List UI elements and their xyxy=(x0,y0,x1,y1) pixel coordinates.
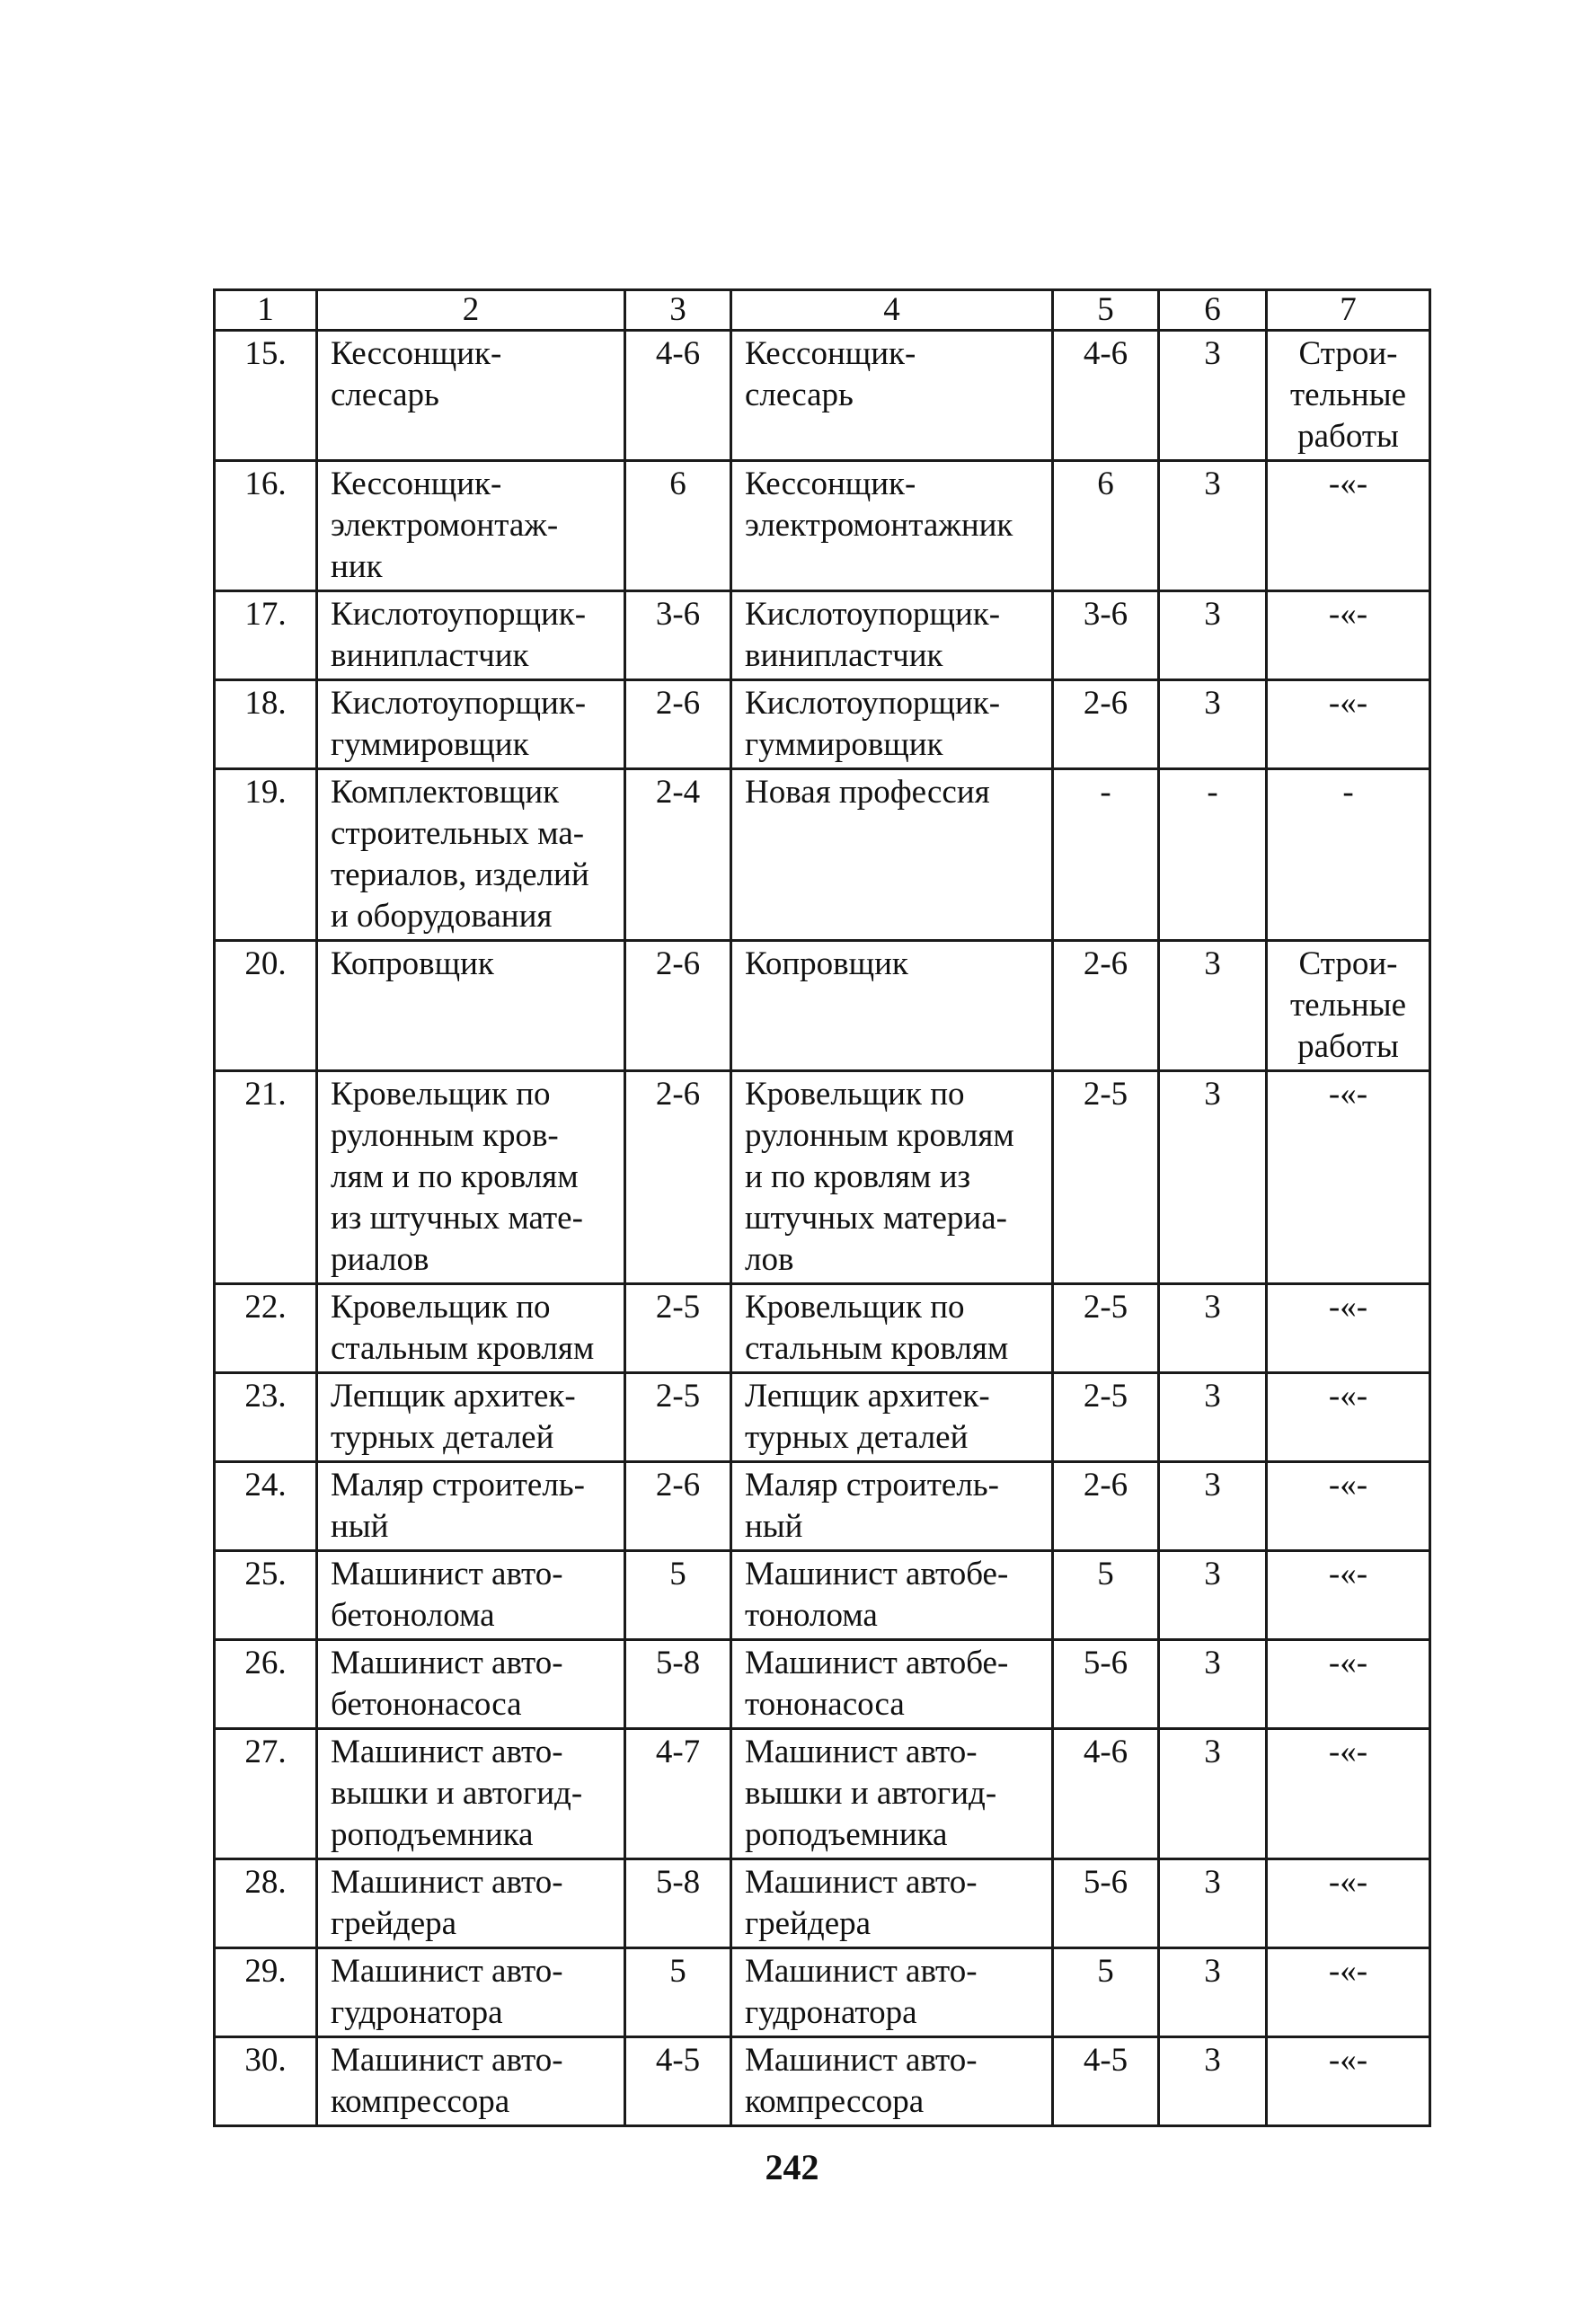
previous-grade-range: 2-6 xyxy=(1053,1462,1159,1551)
table-row xyxy=(215,680,1430,769)
column-6-value: 3 xyxy=(1159,1729,1267,1859)
table-row xyxy=(215,1462,1430,1551)
section-note: - xyxy=(1267,769,1430,941)
profession-name: Кессонщик- электромонтаж- ник xyxy=(317,461,625,591)
table-body xyxy=(215,290,1430,2126)
previous-grade-range: 2-6 xyxy=(1053,941,1159,1071)
section-note: -«- xyxy=(1267,2037,1430,2126)
grade-range: 2-6 xyxy=(625,1071,731,1284)
table-row xyxy=(215,769,1430,941)
grade-range: 4-7 xyxy=(625,1729,731,1859)
header-row xyxy=(215,290,1430,331)
table-row xyxy=(215,1948,1430,2037)
profession-name: Кровельщик по рулонным кров- лям и по кровлям из штучных мате- риалов xyxy=(317,1071,625,1284)
previous-grade-range: 5-6 xyxy=(1053,1859,1159,1948)
column-6-value: 3 xyxy=(1159,1640,1267,1729)
header-cell-5: 5 xyxy=(1053,290,1159,331)
profession-name: Маляр строитель- ный xyxy=(317,1462,625,1551)
grade-range: 2-6 xyxy=(625,941,731,1071)
profession-name: Копровщик xyxy=(317,941,625,1071)
profession-name: Комплектовщик строительных ма- териалов, изделий и оборудования xyxy=(317,769,625,941)
previous-grade-range: 6 xyxy=(1053,461,1159,591)
row-number: 24. xyxy=(215,1462,317,1551)
table-row xyxy=(215,461,1430,591)
table-row xyxy=(215,1284,1430,1373)
table-row xyxy=(215,1071,1430,1284)
previous-profession-name: Кессонщик- слесарь xyxy=(731,331,1053,461)
previous-profession-name: Кислотоупорщик- гуммировщик xyxy=(731,680,1053,769)
column-6-value: 3 xyxy=(1159,680,1267,769)
header-cell-6: 6 xyxy=(1159,290,1267,331)
previous-profession-name: Маляр строитель- ный xyxy=(731,1462,1053,1551)
section-note: -«- xyxy=(1267,591,1430,680)
section-note: -«- xyxy=(1267,1284,1430,1373)
grade-range: 5 xyxy=(625,1551,731,1640)
section-note: -«- xyxy=(1267,1071,1430,1284)
grade-range: 6 xyxy=(625,461,731,591)
previous-profession-name: Лепщик архитек- турных деталей xyxy=(731,1373,1053,1462)
header-cell-4: 4 xyxy=(731,290,1053,331)
section-note: -«- xyxy=(1267,1373,1430,1462)
row-number: 29. xyxy=(215,1948,317,2037)
column-6-value: 3 xyxy=(1159,1462,1267,1551)
column-6-value: 3 xyxy=(1159,331,1267,461)
header-cell-1: 1 xyxy=(215,290,317,331)
previous-profession-name: Кислотоупорщик- винипластчик xyxy=(731,591,1053,680)
previous-profession-name: Машинист авто- гудронатора xyxy=(731,1948,1053,2037)
previous-profession-name: Кровельщик по стальным кровлям xyxy=(731,1284,1053,1373)
profession-name: Машинист авто- компрессора xyxy=(317,2037,625,2126)
header-cell-7: 7 xyxy=(1267,290,1430,331)
section-note: -«- xyxy=(1267,680,1430,769)
profession-name: Кислотоупорщик- винипластчик xyxy=(317,591,625,680)
row-number: 21. xyxy=(215,1071,317,1284)
column-6-value: 3 xyxy=(1159,591,1267,680)
column-6-value: 3 xyxy=(1159,1859,1267,1948)
table-row xyxy=(215,1729,1430,1859)
grade-range: 2-6 xyxy=(625,1462,731,1551)
section-note: Строи- тельные работы xyxy=(1267,941,1430,1071)
previous-grade-range: 2-5 xyxy=(1053,1284,1159,1373)
section-note: -«- xyxy=(1267,1729,1430,1859)
row-number: 22. xyxy=(215,1284,317,1373)
table-row xyxy=(215,591,1430,680)
profession-name: Кислотоупорщик- гуммировщик xyxy=(317,680,625,769)
column-6-value: 3 xyxy=(1159,1551,1267,1640)
table-row xyxy=(215,1640,1430,1729)
section-note: -«- xyxy=(1267,1640,1430,1729)
previous-grade-range: 5 xyxy=(1053,1948,1159,2037)
row-number: 19. xyxy=(215,769,317,941)
grade-range: 5 xyxy=(625,1948,731,2037)
previous-grade-range: 5 xyxy=(1053,1551,1159,1640)
row-number: 20. xyxy=(215,941,317,1071)
section-note: -«- xyxy=(1267,1948,1430,2037)
previous-profession-name: Кровельщик по рулонным кровлям и по кровлям из штучных материа- лов xyxy=(731,1071,1053,1284)
previous-grade-range: 2-5 xyxy=(1053,1071,1159,1284)
column-6-value: 3 xyxy=(1159,2037,1267,2126)
previous-grade-range: 3-6 xyxy=(1053,591,1159,680)
grade-range: 5-8 xyxy=(625,1859,731,1948)
profession-name: Машинист авто- грейдера xyxy=(317,1859,625,1948)
previous-profession-name: Машинист авто- компрессора xyxy=(731,2037,1053,2126)
previous-grade-range: 4-6 xyxy=(1053,331,1159,461)
grade-range: 2-5 xyxy=(625,1284,731,1373)
header-cell-3: 3 xyxy=(625,290,731,331)
section-note: -«- xyxy=(1267,1462,1430,1551)
profession-name: Машинист авто- бетононасоса xyxy=(317,1640,625,1729)
grade-range: 2-5 xyxy=(625,1373,731,1462)
section-note: Строи- тельные работы xyxy=(1267,331,1430,461)
page-number: 242 xyxy=(765,2147,819,2187)
previous-grade-range: 2-5 xyxy=(1053,1373,1159,1462)
column-6-value: 3 xyxy=(1159,1284,1267,1373)
row-number: 23. xyxy=(215,1373,317,1462)
profession-name: Машинист авто- гудронатора xyxy=(317,1948,625,2037)
previous-grade-range: - xyxy=(1053,769,1159,941)
grade-range: 5-8 xyxy=(625,1640,731,1729)
column-6-value: 3 xyxy=(1159,1948,1267,2037)
profession-name: Кровельщик по стальным кровлям xyxy=(317,1284,625,1373)
column-6-value: - xyxy=(1159,769,1267,941)
previous-grade-range: 5-6 xyxy=(1053,1640,1159,1729)
section-note: -«- xyxy=(1267,1859,1430,1948)
grade-range: 2-6 xyxy=(625,680,731,769)
profession-name: Машинист авто- вышки и автогид- роподъемника xyxy=(317,1729,625,1859)
previous-profession-name: Машинист автобе- тонолома xyxy=(731,1551,1053,1640)
row-number: 27. xyxy=(215,1729,317,1859)
grade-range: 4-5 xyxy=(625,2037,731,2126)
header-cell-2: 2 xyxy=(317,290,625,331)
row-number: 18. xyxy=(215,680,317,769)
profession-name: Лепщик архитек- турных деталей xyxy=(317,1373,625,1462)
previous-profession-name: Машинист авто- вышки и автогид- роподъемника xyxy=(731,1729,1053,1859)
table-row xyxy=(215,2037,1430,2126)
professions-table xyxy=(213,288,1431,2127)
previous-grade-range: 2-6 xyxy=(1053,680,1159,769)
table-row xyxy=(215,331,1430,461)
previous-profession-name: Машинист авто- грейдера xyxy=(731,1859,1053,1948)
table-row xyxy=(215,941,1430,1071)
table-row xyxy=(215,1373,1430,1462)
column-6-value: 3 xyxy=(1159,1071,1267,1284)
previous-grade-range: 4-5 xyxy=(1053,2037,1159,2126)
row-number: 25. xyxy=(215,1551,317,1640)
grade-range: 3-6 xyxy=(625,591,731,680)
row-number: 15. xyxy=(215,331,317,461)
column-6-value: 3 xyxy=(1159,1373,1267,1462)
row-number: 28. xyxy=(215,1859,317,1948)
previous-profession-name: Новая профессия xyxy=(731,769,1053,941)
profession-name: Машинист авто- бетонолома xyxy=(317,1551,625,1640)
section-note: -«- xyxy=(1267,1551,1430,1640)
row-number: 30. xyxy=(215,2037,317,2126)
previous-profession-name: Кессонщик- электромонтажник xyxy=(731,461,1053,591)
column-6-value: 3 xyxy=(1159,461,1267,591)
previous-profession-name: Машинист автобе- тононасоса xyxy=(731,1640,1053,1729)
grade-range: 2-4 xyxy=(625,769,731,941)
profession-name: Кессонщик- слесарь xyxy=(317,331,625,461)
previous-grade-range: 4-6 xyxy=(1053,1729,1159,1859)
row-number: 26. xyxy=(215,1640,317,1729)
table-row xyxy=(215,1859,1430,1948)
grade-range: 4-6 xyxy=(625,331,731,461)
table-row xyxy=(215,1551,1430,1640)
row-number: 16. xyxy=(215,461,317,591)
column-6-value: 3 xyxy=(1159,941,1267,1071)
section-note: -«- xyxy=(1267,461,1430,591)
row-number: 17. xyxy=(215,591,317,680)
previous-profession-name: Копровщик xyxy=(731,941,1053,1071)
